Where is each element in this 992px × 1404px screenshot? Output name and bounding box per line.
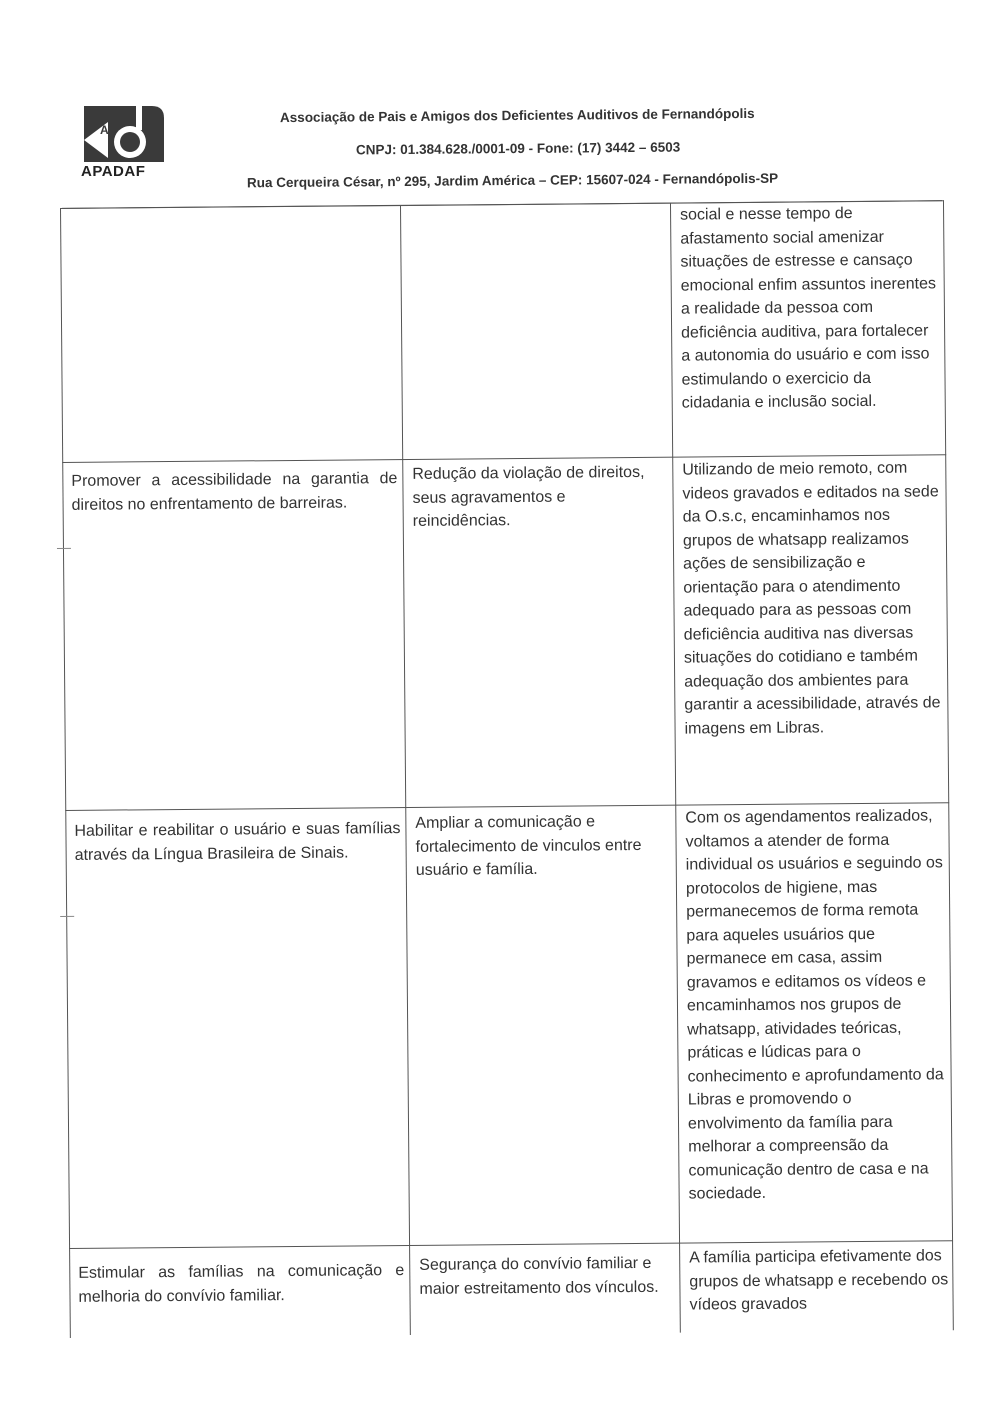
table-row-2-action: Utilizando de meio remoto, com videos gravados e editados na sede da O.s.c, encaminhamos nos grupos de whatsapp realizamos ações de sensibilização e orientação para o atendimento adequado para as pessoas com deficiência auditiva nas diversas situações do cotidiano e também adequação dos ambientes para garantir a acessibilidade, através de imagens em Libras. bbox=[682, 459, 941, 738]
table-row-3-objective: Habilitar e reabilitar o usuário e suas famílias através da Língua Brasileira de Sinais. bbox=[74, 820, 401, 864]
column-divider-1 bbox=[400, 205, 411, 1335]
organization-name: Associação de Pais e Amigos dos Deficientes Auditivos de Fernandópolis bbox=[279, 105, 755, 126]
column-divider-2 bbox=[670, 203, 681, 1333]
margin-mark bbox=[57, 548, 71, 549]
table-row-1-action: social e nesse tempo de afastamento social amenizar situações de estresse e cansaço emocional enfim assuntos inerentes a realidade da pessoa com deficiência auditiva, para fortalecer a autonomia do usuário e com isso estimulando o exercicio da cidadania e inclusão social. bbox=[680, 205, 937, 412]
cnpj-phone: CNPJ: 01.384.628./0001-09 - Fone: (17) 3442 – 6503 bbox=[355, 139, 681, 158]
svg-text:A: A bbox=[100, 123, 109, 137]
table-row-4-result: Segurança do convívio familiar e maior estreitamento dos vínculos. bbox=[419, 1254, 659, 1298]
table-border-left bbox=[60, 208, 71, 1338]
table-row-4-objective: Estimular as famílias na comunicação e melhoria do convívio familiar. bbox=[78, 1262, 405, 1306]
logo-text: APADAF bbox=[81, 163, 146, 180]
table-row-4-action: A família participa efetivamente dos grupos de whatsapp e recebendo os vídeos gravados bbox=[689, 1247, 949, 1314]
table-row-2-result: Redução da violação de direitos, seus agravamentos e reincidências. bbox=[412, 463, 645, 530]
table-row-3-result: Ampliar a comunicação e fortalecimento de vinculos entre usuário e família. bbox=[415, 813, 642, 879]
table-row-2-objective: Promover a acessibilidade na garantia de direitos no enfrentamento de barreiras. bbox=[71, 470, 398, 514]
activities-table bbox=[60, 200, 954, 1338]
margin-mark bbox=[60, 916, 74, 917]
address: Rua Cerqueira César, nº 295, Jardim América – CEP: 15607-024 - Fernandópolis-SP bbox=[246, 170, 779, 191]
table-row-3-action: Com os agendamentos realizados, voltamos a atender de forma individual os usuários e seguindo os protocolos de higiene, mas permanecemos de forma remota para aqueles usuários que permanece em casa, assim gravamos e editamos os vídeos e encaminhamos nos grupos de whatsapp, atividades teóricas, práticas e lúdicas para o conhecimento e aprofundamento da Libras e promovendo o envolvimento da família para melhorar a compreensão da comunicação dentro de casa e na sociedade. bbox=[685, 807, 944, 1203]
